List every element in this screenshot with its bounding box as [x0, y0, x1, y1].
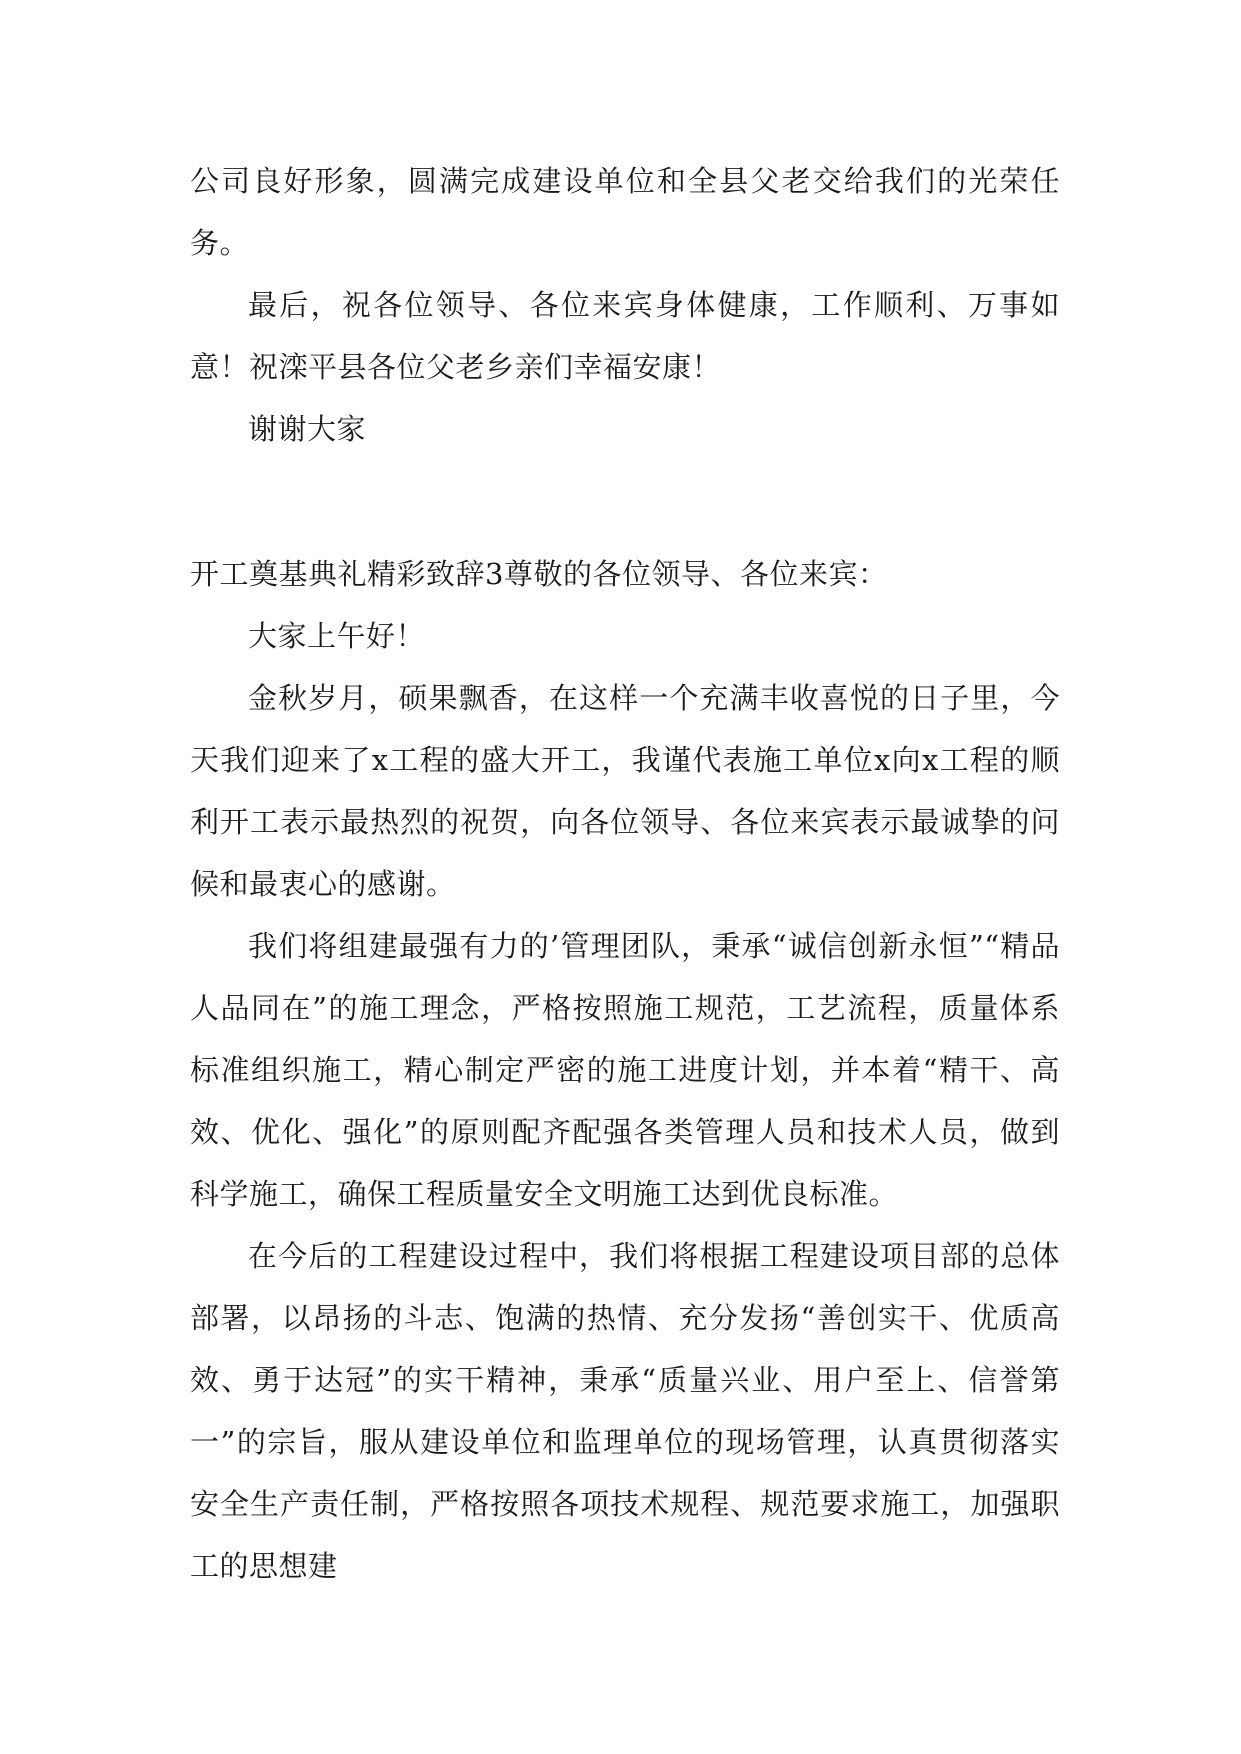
paragraph: 大家上午好！ [248, 619, 426, 653]
paragraph: 我们将组建最强有力的’管理团队，秉承“诚信创新永恒”“精品人品同在”的施工理念，严格按照施工规范，工艺流程，质量体系标准组织施工，精心制定严密的施工进度计划，并本着“精干、高效、优化、强化”的原则配齐配强各类管理人员和技术人员，做到科学施工，确保工程质量安全文明施工达到优良标准。 [190, 929, 1060, 1211]
paragraph: 金秋岁月，硕果飘香，在这样一个充满丰收喜悦的日子里，今天我们迎来了x工程的盛大开工，我谨代表施工单位x向x工程的顺利开工表示最热烈的祝贺，向各位领导、各位来宾表示最诚挚的问候和最衷心的感谢。 [190, 681, 1060, 901]
section-heading-paragraph: 开工奠基典礼精彩致辞3尊敬的各位领导、各位来宾： [190, 557, 888, 591]
text-block-top [190, 150, 1060, 460]
paragraph: 公司良好形象，圆满完成建设单位和全县父老交给我们的光荣任务。 [190, 164, 1060, 260]
paragraph: 在今后的工程建设过程中，我们将根据工程建设项目部的总体部署，以昂扬的斗志、饱满的热情、充分发扬“善创实干、优质高效、勇于达冠”的实干精神，秉承“质量兴业、用户至上、信誉第一”的宗旨，服从建设单位和监理单位的现场管理，认真贯彻落实安全生产责任制，严格按照各项技术规程、规范要求施工，加强职工的思想建 [190, 1239, 1060, 1583]
text-block-main [190, 543, 1060, 1597]
paragraph: 谢谢大家 [248, 412, 367, 446]
paragraph: 最后，祝各位领导、各位来宾身体健康，工作顺利、万事如意！祝滦平县各位父老乡亲们幸福安康！ [190, 288, 1060, 384]
